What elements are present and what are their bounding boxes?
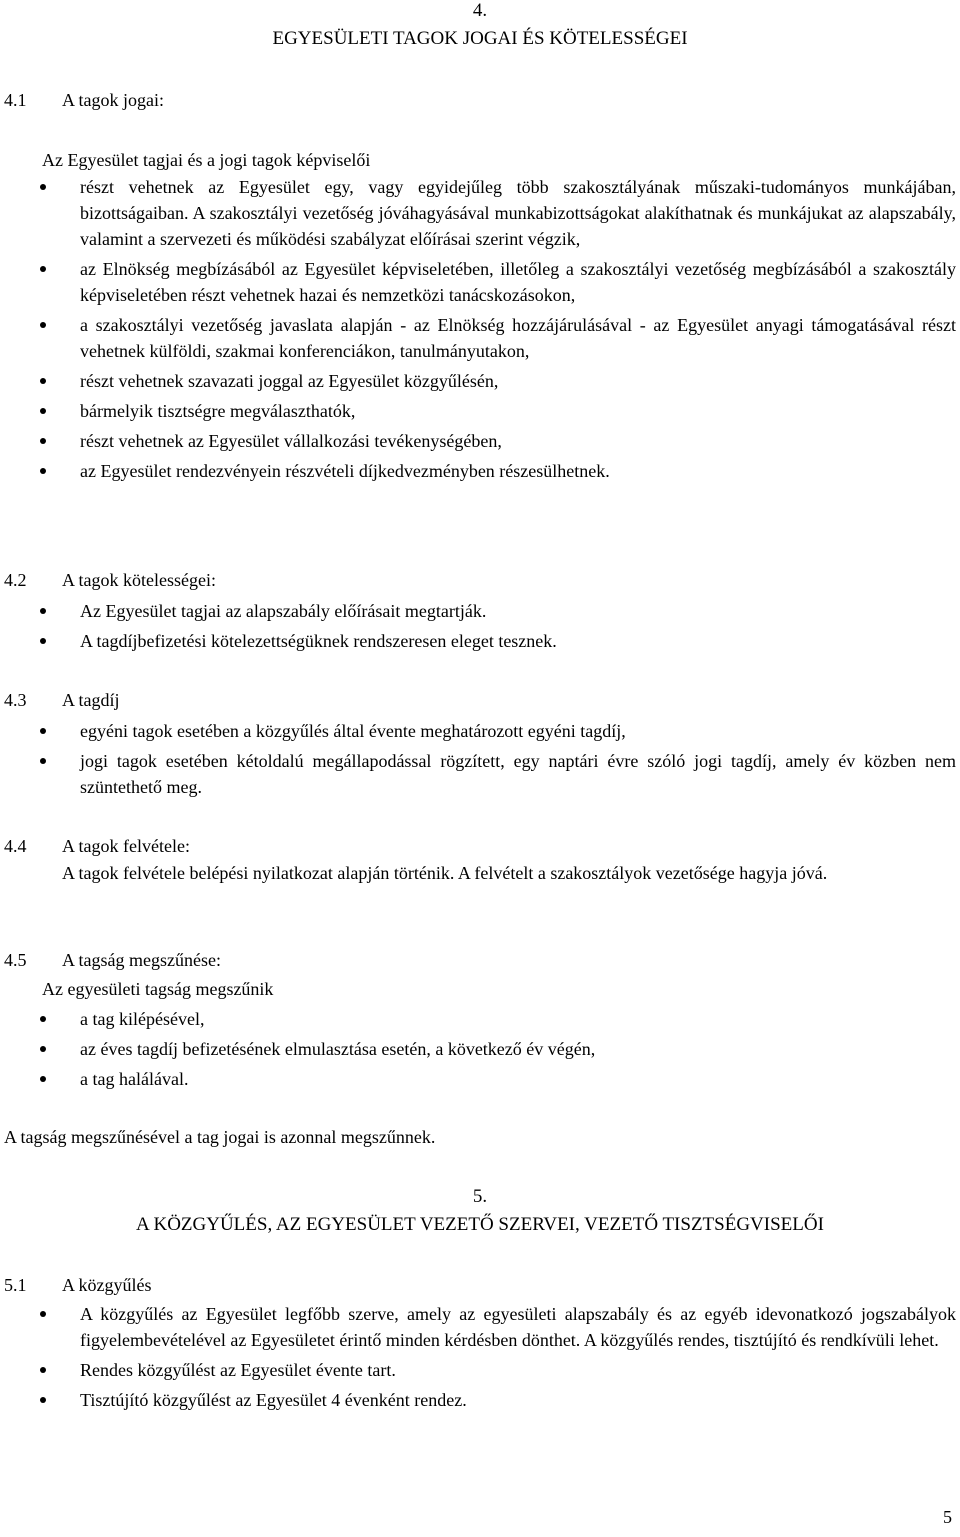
- list-item: a tag kilépésével,: [80, 1006, 956, 1032]
- list-item: Tisztújító közgyűlést az Egyesület 4 évenként rendez.: [80, 1387, 956, 1413]
- list-item: Rendes közgyűlést az Egyesület évente tart.: [80, 1357, 956, 1383]
- list-item: egyéni tagok esetében a közgyűlés által évente meghatározott egyéni tagdíj,: [80, 718, 956, 744]
- section-title: A tagok kötelességei:: [62, 570, 216, 590]
- section-4-1-heading: [4, 87, 944, 113]
- section-4-5-heading: [4, 947, 944, 973]
- section-number: 4.4: [4, 836, 27, 856]
- section-number: 4.2: [4, 570, 27, 590]
- list-item: jogi tagok esetében kétoldalú megállapodással rögzített, egy naptári évre szóló jogi tagdíj, amely év közben nem szüntethető meg.: [80, 748, 956, 800]
- section-number: 5.1: [4, 1275, 27, 1295]
- list-item: A közgyűlés az Egyesület legfőbb szerve, amely az egyesületi alapszabály és az egyéb idevonatkozó jogszabályok figyelembevételével az Egyesületet érintő minden kérdésben dönthet. A közgyűlés rendes, tisztújító és rendkívüli lehet.: [80, 1301, 956, 1353]
- section-title: A tagdíj: [62, 690, 120, 710]
- list-item: A tagdíjbefizetési kötelezettségüknek rendszeresen eleget tesznek.: [80, 628, 956, 654]
- section-title: A tagok jogai:: [62, 90, 164, 110]
- section-title: A tagság megszűnése:: [62, 950, 221, 970]
- section-4-2-heading: [4, 567, 944, 593]
- section-4-2-list: [80, 598, 956, 658]
- section-4-5-closing: A tagság megszűnésével a tag jogai is azonnal megszűnnek.: [4, 1127, 436, 1147]
- section-4-3-list: [80, 718, 956, 804]
- section-title: A tagok felvétele:: [62, 836, 190, 856]
- list-item: a szakosztályi vezetőség javaslata alapján - az Elnökség hozzájárulásával - az Egyesület anyagi támogatásával részt vehetnek külföldi, szakmai konferenciákon, tanulmányutakon,: [80, 312, 956, 364]
- chapter-5-title: A KÖZGYŰLÉS, AZ EGYESÜLET VEZETŐ SZERVEI, VEZETŐ TISZTSÉGVISELŐI: [136, 1214, 824, 1235]
- page-number: 5: [943, 1507, 952, 1527]
- chapter-5-number: 5.: [472, 1186, 488, 1207]
- chapter-4-number: 4.: [472, 0, 488, 21]
- section-4-4-heading: [4, 833, 944, 859]
- list-item: az Elnökség megbízásából az Egyesület képviseletében, illetőleg a szakosztályi vezetőség megbízásából a szakosztály képviseletében részt vehetnek hazai és nemzetközi tanácskozásokon,: [80, 256, 956, 308]
- section-5-1-list: [80, 1301, 956, 1417]
- chapter-4-title: EGYESÜLETI TAGOK JOGAI ÉS KÖTELESSÉGEI: [272, 28, 688, 49]
- section-4-5-intro: Az egyesületi tagság megszűnik: [42, 979, 274, 999]
- section-number: 4.1: [4, 90, 27, 110]
- list-item: részt vehetnek az Egyesület egy, vagy egyidejűleg több szakosztályának műszaki-tudományos munkájában, bizottságaiban. A szakosztályi vezetőség jóváhagyásával munkabizottságokat alakíthatnak és munkájukat az alapszabály, valamint a szervezeti és működési szabályzat előírásai szerint végzik,: [80, 174, 956, 252]
- section-number: 4.5: [4, 950, 27, 970]
- section-5-1-heading: [4, 1272, 944, 1298]
- section-4-1-list: [80, 174, 956, 488]
- section-4-4-body: A tagok felvétele belépési nyilatkozat alapján történik. A felvételt a szakosztályok vezetősége hagyja jóvá.: [62, 863, 828, 883]
- section-4-5-list: [80, 1006, 956, 1096]
- list-item: az Egyesület rendezvényein részvételi díjkedvezményben részesülhetnek.: [80, 458, 956, 484]
- section-4-3-heading: [4, 687, 944, 713]
- list-item: az éves tagdíj befizetésének elmulasztása esetén, a következő év végén,: [80, 1036, 956, 1062]
- section-4-1-intro: Az Egyesület tagjai és a jogi tagok képviselői: [42, 150, 371, 170]
- section-title: A közgyűlés: [62, 1275, 152, 1295]
- list-item: részt vehetnek szavazati joggal az Egyesület közgyűlésén,: [80, 368, 956, 394]
- list-item: Az Egyesület tagjai az alapszabály előírásait megtartják.: [80, 598, 956, 624]
- list-item: részt vehetnek az Egyesület vállalkozási tevékenységében,: [80, 428, 956, 454]
- list-item: a tag halálával.: [80, 1066, 956, 1092]
- section-number: 4.3: [4, 690, 27, 710]
- list-item: bármelyik tisztségre megválaszthatók,: [80, 398, 956, 424]
